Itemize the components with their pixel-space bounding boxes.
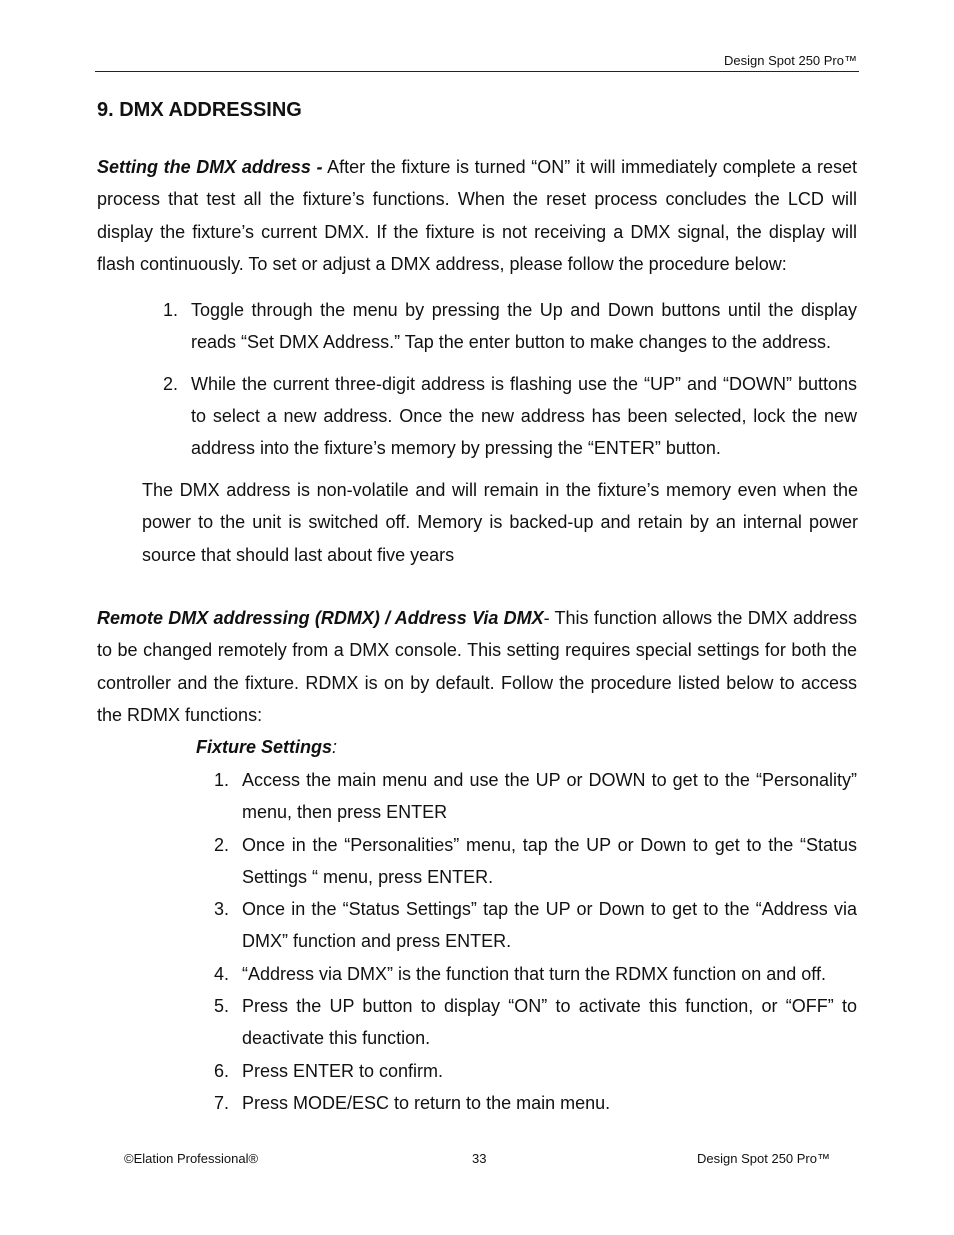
- setting-dmx-lead: Setting the DMX address -: [97, 157, 323, 177]
- step-number: 5.: [214, 996, 230, 1016]
- list-item: [163, 368, 857, 464]
- step-text: Press the UP button to display “ON” to activate this function, or “OFF” to deactivate this function.: [242, 996, 857, 1048]
- list-item: [214, 958, 857, 990]
- step-number: 2.: [214, 834, 230, 855]
- list-item: [214, 1055, 857, 1087]
- list-item: [214, 829, 857, 893]
- remote-dmx-lead: Remote DMX addressing (RDMX) / Address Via DMX: [97, 608, 544, 628]
- step-text: Press MODE/ESC to return to the main menu.: [242, 1093, 611, 1113]
- page-number: 33: [472, 1151, 487, 1166]
- fixture-settings-colon: :: [332, 737, 338, 757]
- footer-copyright: ©Elation Professional®: [124, 1151, 259, 1166]
- step-text: Toggle through the menu by pressing the Up and Down buttons until the display reads “Set DMX Address.” Tap the enter button to make changes to the address.: [191, 300, 857, 352]
- setting-dmx-steps: [163, 294, 857, 474]
- list-item: [163, 294, 857, 358]
- step-text: Access the main menu and use the UP or DOWN to get to the “Personality” menu, then press ENTER: [242, 770, 857, 822]
- step-text: While the current three-digit address is flashing use the “UP” and “DOWN” buttons to select a new address. Once the new address has been selected, lock the new address into the fixture’s memory by pressing the “ENTER” button.: [191, 374, 857, 458]
- footer-product-name: Design Spot 250 Pro™: [697, 1151, 830, 1166]
- setting-dmx-paragraph: [97, 151, 857, 280]
- non-volatile-note: The DMX address is non-volatile and will remain in the fixture’s memory even when the power to the unit is switched off. Memory is backed-up and retain by an internal power source that should last about five years: [142, 480, 858, 565]
- step-number: 4.: [214, 963, 230, 984]
- list-item: [214, 893, 857, 957]
- step-number: 7.: [214, 1093, 230, 1113]
- step-text: Once in the “Status Settings” tap the UP or Down to get to the “Address via DMX” function and press ENTER.: [242, 899, 857, 951]
- list-item: [214, 1087, 857, 1119]
- step-text: “Address via DMX” is the function that turn the RDMX function on and off.: [242, 963, 826, 984]
- step-text: Once in the “Personalities” menu, tap the UP or Down to get to the “Status Settings “ menu, press ENTER.: [242, 834, 857, 887]
- section-heading: 9. DMX ADDRESSING: [97, 99, 302, 121]
- step-number: 1.: [163, 300, 179, 320]
- fixture-settings-heading: [196, 731, 337, 763]
- header-title: Design Spot 250 Pro™: [724, 53, 857, 68]
- step-number: 3.: [214, 899, 230, 919]
- remote-dmx-text: - This function allows the DMX address to be changed remotely from a DMX console. This setting requires special settings for both the controller and the fixture. RDMX is on by default. Follow the procedure listed below to access the RDMX functions:: [97, 608, 857, 725]
- fixture-settings-steps: [214, 764, 857, 1120]
- step-number: 6.: [214, 1060, 230, 1081]
- remote-dmx-paragraph: [97, 602, 857, 731]
- step-number: 2.: [163, 374, 179, 394]
- header-divider: [95, 71, 859, 72]
- step-number: 1.: [214, 770, 230, 790]
- fixture-settings-label: Fixture Settings: [196, 737, 333, 757]
- step-text: Press ENTER to confirm.: [242, 1060, 444, 1081]
- list-item: [214, 990, 857, 1054]
- list-item: [214, 764, 857, 828]
- setting-dmx-text: After the fixture is turned “ON” it will immediately complete a reset process that test all the fixture’s functions. When the reset process concludes the LCD will display the fixture’s current DMX. If the fixture is not receiving a DMX signal, the display will flash continuously. To set or adjust a DMX address, please follow the procedure below:: [97, 157, 858, 274]
